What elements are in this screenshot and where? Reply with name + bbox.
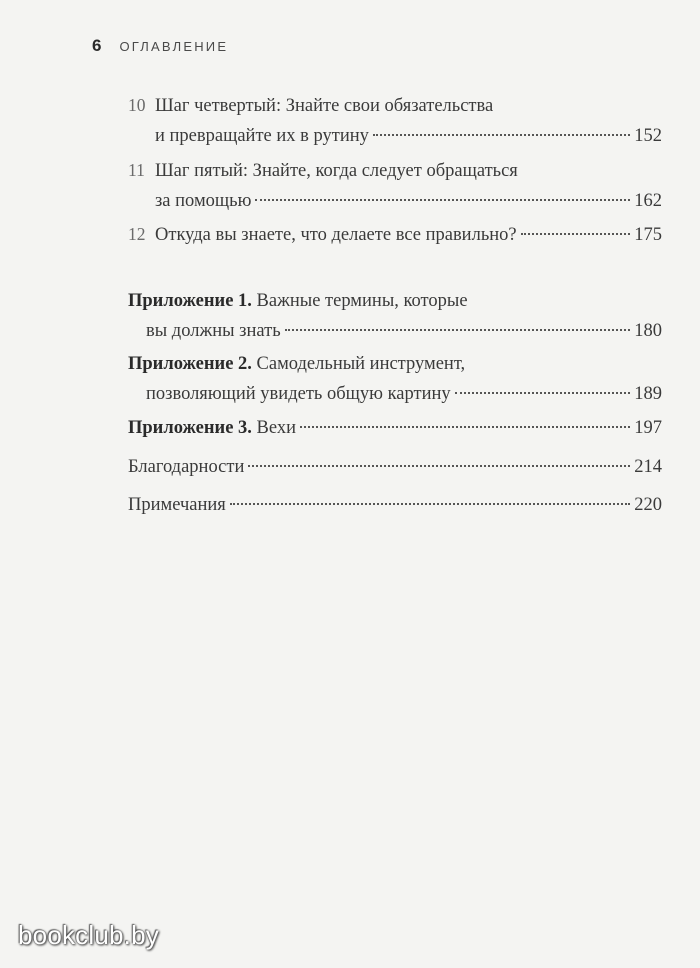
toc-entry-chapter-10[interactable] (128, 90, 662, 151)
chapter-number: 11 (128, 160, 145, 180)
chapter-number: 10 (128, 95, 146, 115)
page-ref: 214 (634, 457, 662, 477)
entry-title: Примечания (128, 495, 226, 515)
chapter-title-line1: Откуда вы знаете, что делаете все правильно? (155, 225, 517, 245)
appendix-title-line2: вы должны знать (146, 321, 281, 341)
dot-leader (373, 134, 630, 136)
dot-leader (255, 199, 630, 201)
appendix-title-line1: Самодельный инструмент, (251, 354, 466, 374)
dot-leader (521, 233, 631, 235)
page-number: 6 (92, 36, 102, 55)
dot-leader (248, 465, 630, 467)
page-header (92, 36, 228, 56)
toc-entry-appendix-2[interactable] (128, 349, 662, 409)
chapter-title-line2: за помощью (155, 191, 252, 211)
toc-entry-notes[interactable] (128, 490, 662, 520)
section-title: ОГЛАВЛЕНИЕ (119, 39, 229, 54)
appendix-label: Приложение 1. (128, 291, 252, 311)
appendix-label: Приложение 2. (128, 354, 252, 374)
page-ref: 162 (634, 191, 662, 211)
toc-entry-appendix-1[interactable] (128, 286, 662, 346)
page-ref: 197 (634, 418, 662, 438)
dot-leader (285, 329, 631, 331)
chapter-title-line2: и превращайте их в рутину (155, 126, 369, 146)
chapter-number: 12 (128, 224, 146, 244)
page-ref: 180 (634, 321, 662, 341)
toc-entry-chapter-12[interactable] (128, 219, 662, 250)
watermark: bookclub.by (18, 920, 159, 950)
page-ref: 220 (634, 495, 662, 515)
appendix-label: Приложение 3. (128, 418, 252, 438)
dot-leader (230, 503, 630, 505)
page-ref: 175 (634, 225, 662, 245)
page-ref: 189 (634, 384, 662, 404)
toc-entry-appendix-3[interactable] (128, 413, 662, 443)
appendix-title-line2: позволяющий увидеть общую картину (146, 384, 451, 404)
toc-entry-acknowledgments[interactable] (128, 452, 662, 482)
dot-leader (300, 426, 630, 428)
dot-leader (455, 392, 631, 394)
chapter-title-line1: Шаг пятый: Знайте, когда следует обращаться (155, 161, 518, 181)
page-ref: 152 (634, 126, 662, 146)
appendix-title-line1: Вехи (251, 418, 297, 438)
chapter-title-line1: Шаг четвертый: Знайте свои обязательства (155, 96, 494, 116)
entry-title: Благодарности (128, 457, 245, 477)
appendix-title-line1: Важные термины, которые (251, 291, 468, 311)
toc-entry-chapter-11[interactable] (128, 155, 662, 216)
